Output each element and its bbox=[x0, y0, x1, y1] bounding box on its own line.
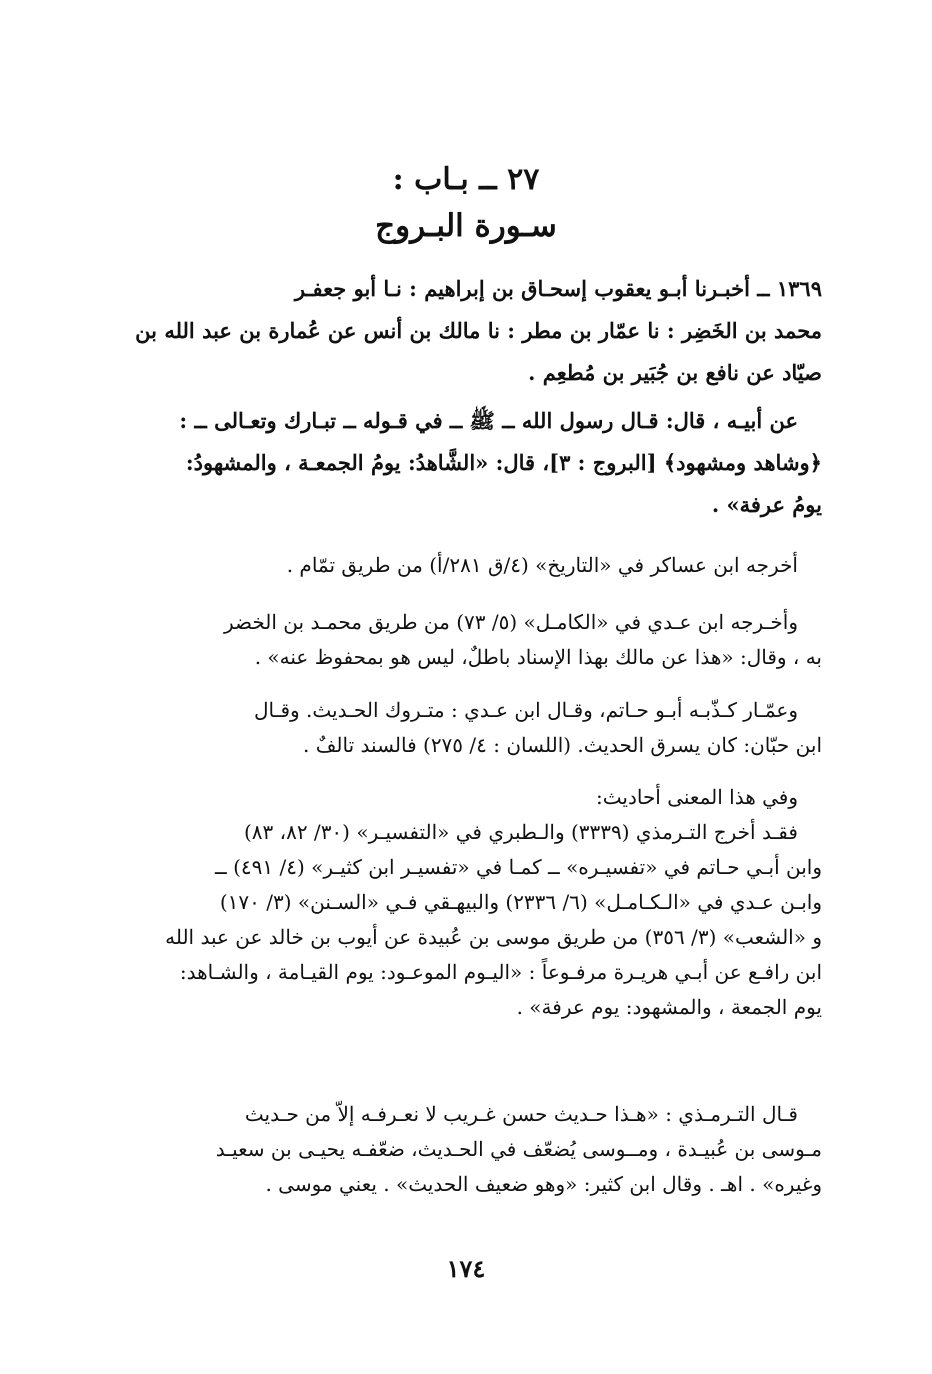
text-line: فقـد أخرج التـرمذي (٣٣٣٩) والـطبري في «التفسيـر» (٣٠/ ٨٢، ٨٣) bbox=[243, 820, 798, 844]
text-line: ابن حبّان: كان يسرق الحديث. (اللسان : ٤/ ٢٧٥) فالسند تالفٌ . bbox=[303, 733, 822, 757]
text-line: وفي هذا المعنى أحاديث: bbox=[596, 785, 798, 809]
text-line: ابن رافـع عن أبـي هريـرة مرفـوعاً : «اليـوم الموعـود: يوم القيـامة ، والشـاهد: bbox=[179, 960, 822, 984]
commentary-paragraph bbox=[110, 693, 822, 763]
text-line: ﴿وشاهد ومشهود﴾ [البروج : ٣]، قال: «الشَّاهدُ: يومُ الجمعـة ، والمشهودُ: bbox=[185, 450, 822, 475]
text-line: ١٣٦٩ ــ أخبـرنا أبـو يعقوب إسحـاق بن إبراهيم : نـا أبو جعفـر bbox=[294, 276, 822, 301]
text-line: مـوسى بن عُبيـدة ، ومــوسى يُضعّف في الحـديث، ضعّفـه يحيـى بن سعيـد bbox=[215, 1137, 822, 1161]
text-line: و «الشعب» (٣/ ٣٥٦) من طريق موسى بن عُبيدة عن أيوب بن خالد عن عبد الله bbox=[165, 925, 822, 949]
text-line: يومُ عرفة» . bbox=[711, 492, 822, 517]
text-line: محمد بن الخَضِر : نا عمّار بن مطر : نا مالك بن أنس عن عُمارة بن عبد الله بن bbox=[135, 318, 822, 343]
text-line: صيّاد عن نافع بن جُبَير بن مُطعِم . bbox=[528, 360, 822, 385]
text-line: يوم الجمعة ، والمشهود: يوم عرفة» . bbox=[516, 995, 822, 1019]
text-line: قـال التـرمـذي : «هـذا حـديث حسن غـريب لا نعـرفـه إلاّ من حـديث bbox=[244, 1102, 798, 1126]
text-line: وابن أبـي حـاتم في «تفسيـره» ــ كمـا في «تفسيـر ابن كثيـر» (٤/ ٤٩١) ــ bbox=[215, 855, 822, 879]
text-line: عن أبيـه ، قال: قـال رسول الله ــ ﷺ ــ في قـوله ــ تبـارك وتعـالى ــ : bbox=[179, 408, 798, 433]
commentary-paragraph bbox=[110, 605, 822, 675]
text-line: وابـن عـدي في «الـكـامـل» (٦/ ٢٣٣٦) والبيهـقي فـي «السـنن» (٣/ ١٧٠) bbox=[219, 890, 822, 914]
text-line: أخرجه ابن عساكر في «التاريخ» (٤/ق ٢٨١/أ) من طريق تمّام . bbox=[286, 553, 798, 577]
commentary-paragraph bbox=[110, 1097, 822, 1202]
commentary-paragraph bbox=[110, 780, 822, 1025]
text-line: وأخـرجه ابن عـدي في «الكامـل» (٥/ ٧٣) من طريق محمـد بن الخضر bbox=[224, 610, 798, 634]
text-line: به ، وقال: «هذا عن مالك بهذا الإسناد باطلٌ، ليس هو بمحفوظ عنه» . bbox=[254, 645, 822, 669]
chapter-title: سـورة البـروج bbox=[375, 208, 557, 244]
hadith-isnad bbox=[110, 268, 822, 394]
commentary-paragraph bbox=[110, 548, 822, 583]
text-line: وغيره» . اهـ . وقال ابن كثير: «وهو ضعيف الحديث» . يعني موسى . bbox=[265, 1172, 822, 1196]
text-line: وعمّـار كـذّبـه أبـو حـاتم، وقـال ابن عـدي : متـروك الحـديث. وقـال bbox=[253, 698, 798, 722]
hadith-matn bbox=[110, 400, 822, 526]
page-number: ١٧٤ bbox=[446, 1254, 486, 1283]
chapter-heading: ٢٧ ــ بـاب : bbox=[392, 162, 540, 197]
